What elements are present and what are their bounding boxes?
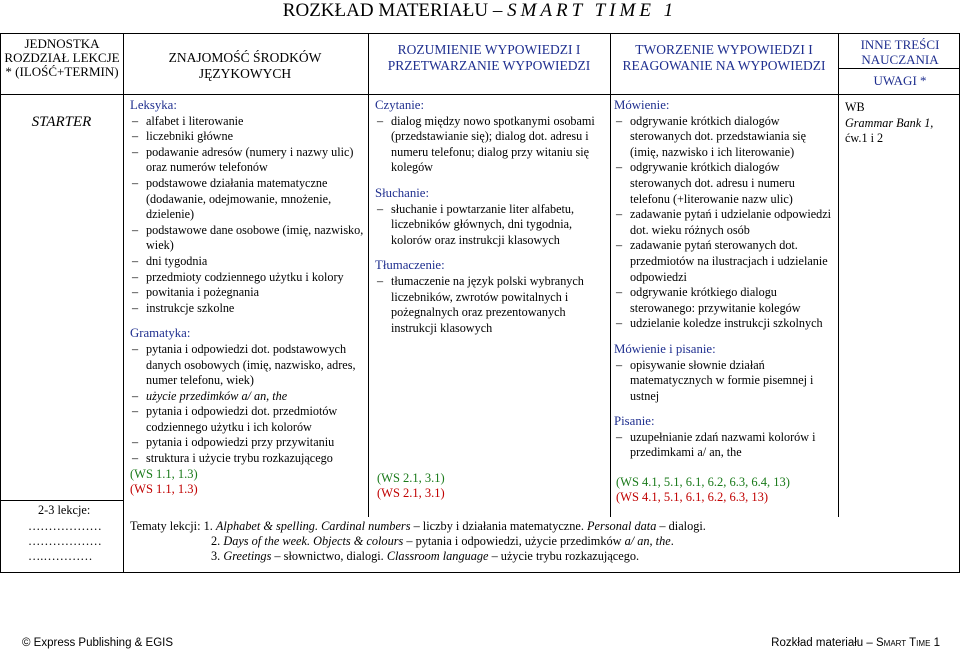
ws-red: (WS 1.1, 1.3) [130, 482, 198, 496]
col2-content [130, 97, 364, 467]
topic-text: – liczby i działania matematyczne. [410, 519, 588, 533]
list-item: – zadawanie pytań i udzielanie odpowiedzi dot. wieku różnych osób [614, 207, 836, 238]
lessons-count: 2-3 lekcje: [38, 503, 91, 517]
lessons-separator [0, 500, 123, 501]
table-border-top [0, 33, 960, 34]
footer-right [771, 637, 940, 649]
list-item: – struktura i użycie trybu rozkazującego [130, 451, 364, 467]
czytanie-heading: Czytanie: [375, 98, 425, 112]
list-item: – opisywanie słownie działań matematycznych w formie pisemnej i ustnej [614, 358, 836, 405]
footer-right-text: Rozkład materiału – [771, 637, 876, 649]
header-col5-top: INNE TREŚCI NAUCZANIA [860, 37, 940, 67]
header-col3: ROZUMIENIE WYPOWIEDZI I PRZETWARZANIE WYPOWIEDZI [387, 42, 591, 73]
ws-red: (WS 4.1, 5.1, 6.1, 6.2, 6.3, 13) [616, 490, 769, 504]
list-item: – udzielanie koledze instrukcji szkolnych [614, 316, 836, 332]
list-item: – powitania i pożegnania [130, 285, 364, 301]
list-item: – uzupełnianie zdań nazwami kolorów i przedimkami a/ an, the [614, 430, 836, 461]
col3-content [375, 97, 605, 336]
topic-title: Days of the week. Objects & colours [223, 534, 404, 548]
col3-ws-refs [377, 471, 445, 501]
list-item: – podstawowe działania matematyczne (dodawanie, odejmowanie, mnożenie, dzielenie) [130, 176, 364, 223]
topic-num: 1. [203, 519, 213, 533]
header-col5-bottom: UWAGI * [873, 73, 927, 88]
list-item: – przedmioty codziennego użytku i kolory [130, 270, 364, 286]
table-border-bottom [0, 572, 960, 573]
list-item: – użycie przedimków a/ an, the [130, 389, 364, 405]
col4-content [614, 97, 836, 461]
topic-text: – słownictwo, dialogi. [271, 549, 387, 563]
header-col4: TWORZENIE WYPOWIEDZI I REAGOWANIE NA WYPOWIEDZI [622, 42, 826, 73]
topic-text: – użycie trybu rozkazującego. [488, 549, 640, 563]
list-item: – pytania i odpowiedzi dot. podstawowych danych osobowych (imię, nazwisko, adres, numer telefonu, wiek) [130, 342, 364, 389]
topic-title: Alphabet & spelling. Cardinal numbers [215, 519, 411, 533]
exercise-ref: ćw.1 i 2 [845, 131, 884, 146]
list-item: – pytania i odpowiedzi dot. przedmiotów codziennego użytku i ich kolorów [130, 404, 364, 435]
header-col1: JEDNOSTKA ROZDZIAŁ LEKCJE * (ILOŚĆ+TERMIN) [4, 36, 120, 79]
ws-green: (WS 2.1, 3.1) [377, 471, 445, 485]
mowienie-heading: Mówienie: [614, 98, 670, 112]
list-item: – zadawanie pytań sterowanych dot. przedmiotów na ilustracjach i udzielanie odpowiedzi [614, 238, 836, 285]
list-item: – instrukcje szkolne [130, 301, 364, 317]
header-separator [0, 94, 960, 95]
wb-label: WB [845, 100, 865, 114]
pisanie-heading: Pisanie: [614, 414, 655, 429]
topic-title: Classroom language [386, 549, 489, 563]
header-col2: ZNAJOMOŚĆ ŚRODKÓW JĘZYKOWYCH [168, 50, 322, 81]
topic-text: – dialogi. [656, 519, 706, 533]
topic-line [130, 549, 950, 564]
list-item: – podawanie adresów (numery i nazwy ulic) oraz numerów telefonów [130, 145, 364, 176]
dots-line: ……………… [28, 534, 102, 548]
mowienie-pisanie-heading: Mówienie i pisanie: [614, 341, 716, 356]
col2-ws-refs [130, 467, 198, 497]
topic-num: 2. [211, 534, 221, 548]
topic-title: a/ an, the [624, 534, 671, 548]
sluchanie-heading: Słuchanie: [375, 185, 430, 200]
topic-num: 3. [211, 549, 221, 563]
topic-text: . [670, 534, 674, 548]
topic-title: Personal data [587, 519, 657, 533]
col-sep-1 [123, 33, 124, 573]
list-item: – tłumaczenie na język polski wybranych liczebników, zwrotów powitalnych i pożegnalnych oraz prezentowanych instrukcji klasowych [375, 274, 605, 336]
col5-split [838, 68, 960, 69]
list-item: – odgrywanie krótkiego dialogu sterowanego: przywitanie kolegów [614, 285, 836, 316]
lesson-topics [130, 519, 950, 564]
dots-line: ……………… [28, 519, 102, 533]
col4-ws-refs [616, 475, 790, 505]
footer-brand: Smart Time 1 [875, 637, 940, 649]
list-item: – słuchanie i powtarzanie liter alfabetu, liczebników głównych, dni tygodnia, kolorów oraz instrukcji klasowych [375, 202, 605, 249]
list-item: – dialog między nowo spotkanymi osobami (przedstawianie się); dialog dot. adresu i numeru telefonu; dialog przy witaniu się kolegów [375, 114, 605, 176]
ws-red: (WS 2.1, 3.1) [377, 486, 445, 500]
leksyka-heading: Leksyka: [130, 98, 177, 112]
topic-title: Greetings [223, 549, 272, 563]
unit-starter: STARTER [31, 114, 92, 130]
list-item: – liczebniki główne [130, 129, 364, 145]
footer-left: © Express Publishing & EGIS [22, 637, 174, 649]
topic-text: – pytania i odpowiedzi, użycie przedimków [403, 534, 625, 548]
topics-label: Tematy lekcji: [130, 519, 201, 533]
list-item: – odgrywanie krótkich dialogów sterowanych dot. przedstawiania się (imię, nazwisko i ich literowanie) [614, 114, 836, 161]
tlumaczenie-heading: Tłumaczenie: [375, 258, 445, 273]
col-sep-2 [368, 33, 369, 517]
gramatyka-heading: Gramatyka: [130, 326, 191, 341]
list-item: – odgrywanie krótkich dialogów sterowanych dot. adresu i numeru telefonu (+literowanie nazw ulic) [614, 160, 836, 207]
lessons-dots [28, 519, 102, 564]
col-sep-3 [610, 33, 611, 517]
dots-line: ….………… [28, 549, 93, 563]
list-item: – pytania i odpowiedzi przy przywitaniu [130, 435, 364, 451]
title-sub: SMART TIME 1 [507, 0, 678, 21]
title-main: ROZKŁAD MATERIAŁU – [282, 0, 508, 21]
page-title [0, 0, 960, 22]
col5-content [845, 100, 957, 147]
grammar-bank: Grammar Bank 1, [845, 115, 934, 130]
topic-line [130, 534, 950, 549]
ws-green: (WS 1.1, 1.3) [130, 467, 198, 481]
list-item: – podstawowe dane osobowe (imię, nazwisko, wiek) [130, 223, 364, 254]
list-item: – dni tygodnia [130, 254, 364, 270]
list-item: – alfabet i literowanie [130, 114, 364, 130]
col-sep-4 [838, 33, 839, 517]
topic-line [130, 519, 950, 534]
ws-green: (WS 4.1, 5.1, 6.1, 6.2, 6.3, 6.4, 13) [616, 475, 790, 489]
